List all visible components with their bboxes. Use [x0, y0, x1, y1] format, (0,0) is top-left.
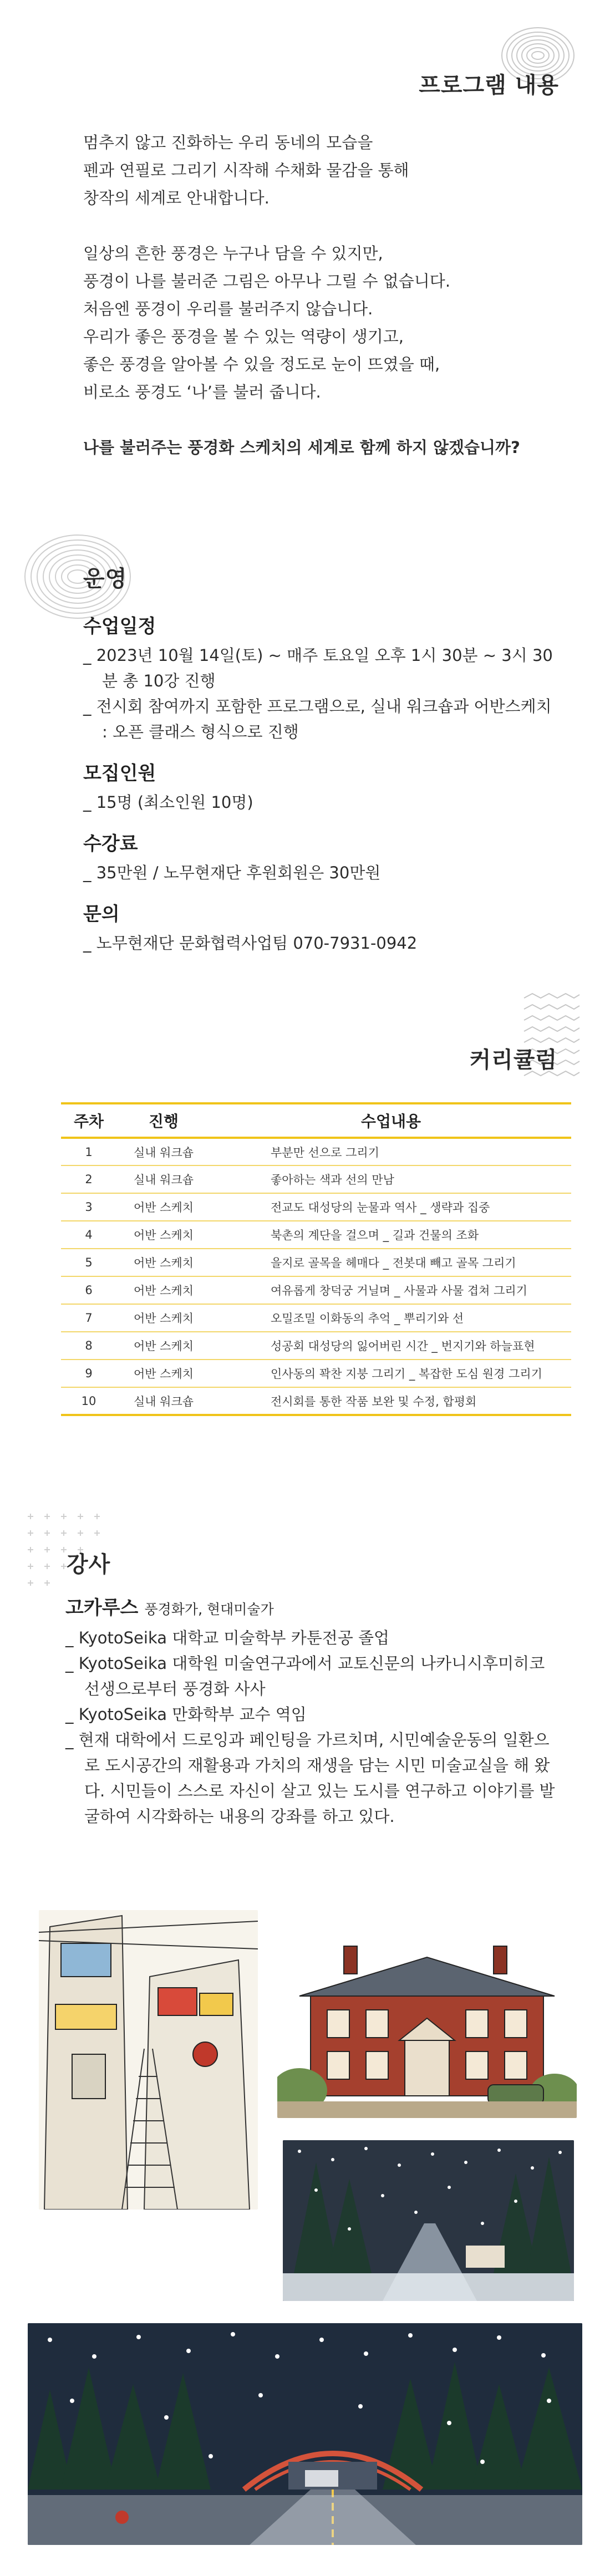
instructor-career-line: _ KyotoSeika 만화학부 교수 역임 — [65, 1705, 307, 1724]
table-header-row — [61, 1103, 571, 1138]
schedule-line: _ 2023년 10월 14일(토) ~ 매주 토요일 오후 1시 30분 ~ 3시 30분 총 10강 진행 — [83, 646, 553, 690]
intro-line: 우리가 좋은 풍경을 볼 수 있는 역량이 생기고, — [83, 327, 404, 346]
type-cell: 어반 스케치 — [116, 1304, 211, 1332]
content-cell: 오밀조밀 이화동의 추억 _ 뿌리기와 선 — [211, 1304, 571, 1332]
program-title: 프로그램 내용 — [419, 73, 559, 98]
intro-line: 처음엔 풍경이 우리를 불러주지 않습니다. — [83, 299, 373, 318]
content-cell: 을지로 골목을 헤매다 _ 전봇대 빼고 골목 그리기 — [211, 1249, 571, 1276]
snowy-night-sketch-image — [283, 2140, 574, 2301]
content-cell: 전시회를 통한 작품 보완 및 수정, 합평회 — [211, 1387, 571, 1415]
content-cell: 여유롭게 창덕궁 거닐며 _ 사물과 사물 겹쳐 그리기 — [211, 1276, 571, 1304]
intro-line: 좋은 풍경을 알아볼 수 있을 정도로 눈이 뜨였을 때, — [83, 355, 440, 374]
contact-heading: 문의 — [83, 903, 120, 925]
schedule-group — [83, 611, 560, 745]
type-cell: 실내 워크숍 — [116, 1165, 211, 1193]
intro-paragraph-1 — [83, 129, 538, 212]
alley-sketch-image — [39, 1910, 258, 2210]
week-cell: 7 — [61, 1304, 116, 1332]
instructor-name-row — [65, 1592, 565, 1620]
content-cell: 좋아하는 색과 선의 만남 — [211, 1165, 571, 1193]
type-cell: 어반 스케치 — [116, 1332, 211, 1360]
schedule-line: _ 전시회 참여까지 포함한 프로그램으로, 실내 워크숍과 어반스케치 : 오픈 클래스 형식으로 진행 — [83, 697, 552, 741]
week-cell: 1 — [61, 1138, 116, 1165]
curriculum-table — [61, 1102, 571, 1416]
table-row — [61, 1276, 571, 1304]
content-cell: 북촌의 계단을 걸으며 _ 길과 건물의 조화 — [211, 1221, 571, 1249]
instructor-career-line: _ KyotoSeika 대학교 미술학부 카툰전공 졸업 — [65, 1628, 390, 1647]
week-cell: 5 — [61, 1249, 116, 1276]
intro-closing: 나를 불러주는 풍경화 스케치의 세계로 함께 하지 않겠습니까? — [83, 438, 520, 457]
table-row — [61, 1360, 571, 1387]
curriculum-title: 커리큘럼 — [469, 1047, 557, 1073]
type-cell: 어반 스케치 — [116, 1276, 211, 1304]
capacity-line: _ 15명 (최소인원 10명) — [83, 793, 253, 812]
table-row — [61, 1387, 571, 1415]
week-cell: 8 — [61, 1332, 116, 1360]
week-cell: 6 — [61, 1276, 116, 1304]
week-cell: 9 — [61, 1360, 116, 1387]
content-cell: 부분만 선으로 그리기 — [211, 1138, 571, 1165]
week-cell: 3 — [61, 1193, 116, 1221]
table-row — [61, 1221, 571, 1249]
week-cell: 2 — [61, 1165, 116, 1193]
intro-line: 펜과 연필로 그리기 시작해 수채화 물감을 통해 — [83, 161, 409, 180]
snowy-bridge-sketch-image — [28, 2323, 582, 2545]
intro-line: 비로소 풍경도 ‘나’를 불러 줍니다. — [83, 383, 321, 401]
instructor-career-line: _ 현재 대학에서 드로잉과 페인팅을 가르치며, 시민예술운동의 일환으로 도시공간의 재활용과 가치의 재생을 담는 시민 미술교실을 해 왔다. 시민들이 스스로 자신이 살고 있는 도시를 연구하고 이야기를 발굴하여 시각화하는 내용의 강좌를 하고 있다. — [65, 1730, 555, 1826]
week-cell: 4 — [61, 1221, 116, 1249]
instructor-name: 고카루스 — [65, 1597, 139, 1619]
intro-line: 일상의 흔한 풍경은 누구나 담을 수 있지만, — [83, 244, 383, 263]
table-row — [61, 1138, 571, 1165]
type-cell: 어반 스케치 — [116, 1360, 211, 1387]
fee-group — [83, 828, 560, 885]
table-row — [61, 1249, 571, 1276]
table-row — [61, 1332, 571, 1360]
capacity-heading: 모집인원 — [83, 762, 156, 785]
instructor-role: 풍경화가, 현대미술가 — [144, 1601, 274, 1617]
instructor-career-line: _ KyotoSeika 대학원 미술연구과에서 교토신문의 나카니시후미히코 선생으로부터 풍경화 사사 — [65, 1654, 545, 1698]
week-cell: 10 — [61, 1387, 116, 1415]
fee-heading: 수강료 — [83, 833, 138, 855]
table-row — [61, 1165, 571, 1193]
instructor-info — [65, 1592, 565, 1829]
intro-line: 창작의 세계로 안내합니다. — [83, 189, 270, 207]
type-cell: 어반 스케치 — [116, 1221, 211, 1249]
program-intro — [83, 129, 538, 489]
type-cell: 어반 스케치 — [116, 1249, 211, 1276]
operation-info — [83, 611, 560, 969]
schedule-heading: 수업일정 — [83, 615, 156, 638]
capacity-group — [83, 758, 560, 815]
brick-house-sketch-image — [277, 1935, 577, 2118]
intro-paragraph-2 — [83, 240, 538, 406]
table-row — [61, 1193, 571, 1221]
column-header-content: 수업내용 — [211, 1103, 571, 1138]
content-cell: 인사동의 꽉찬 지붕 그리기 _ 복잡한 도심 원경 그리기 — [211, 1360, 571, 1387]
content-cell: 성공회 대성당의 잃어버린 시간 _ 번지기와 하늘표현 — [211, 1332, 571, 1360]
type-cell: 어반 스케치 — [116, 1193, 211, 1221]
intro-line: 풍경이 나를 불러준 그림은 아무나 그릴 수 없습니다. — [83, 272, 451, 291]
column-header-week: 주차 — [61, 1103, 116, 1138]
column-header-type: 진행 — [116, 1103, 211, 1138]
type-cell: 실내 워크숍 — [116, 1387, 211, 1415]
type-cell: 실내 워크숍 — [116, 1138, 211, 1165]
fee-line: _ 35만원 / 노무현재단 후원회원은 30만원 — [83, 863, 381, 882]
intro-line: 멈추지 않고 진화하는 우리 동네의 모습을 — [83, 133, 373, 152]
operation-title: 운영 — [83, 566, 128, 592]
instructor-title: 강사 — [67, 1552, 111, 1577]
contact-group — [83, 899, 560, 956]
content-cell: 전교도 대성당의 눈물과 역사 _ 생략과 집중 — [211, 1193, 571, 1221]
contact-line: _ 노무현재단 문화협력사업팀 070-7931-0942 — [83, 934, 418, 953]
table-row — [61, 1304, 571, 1332]
